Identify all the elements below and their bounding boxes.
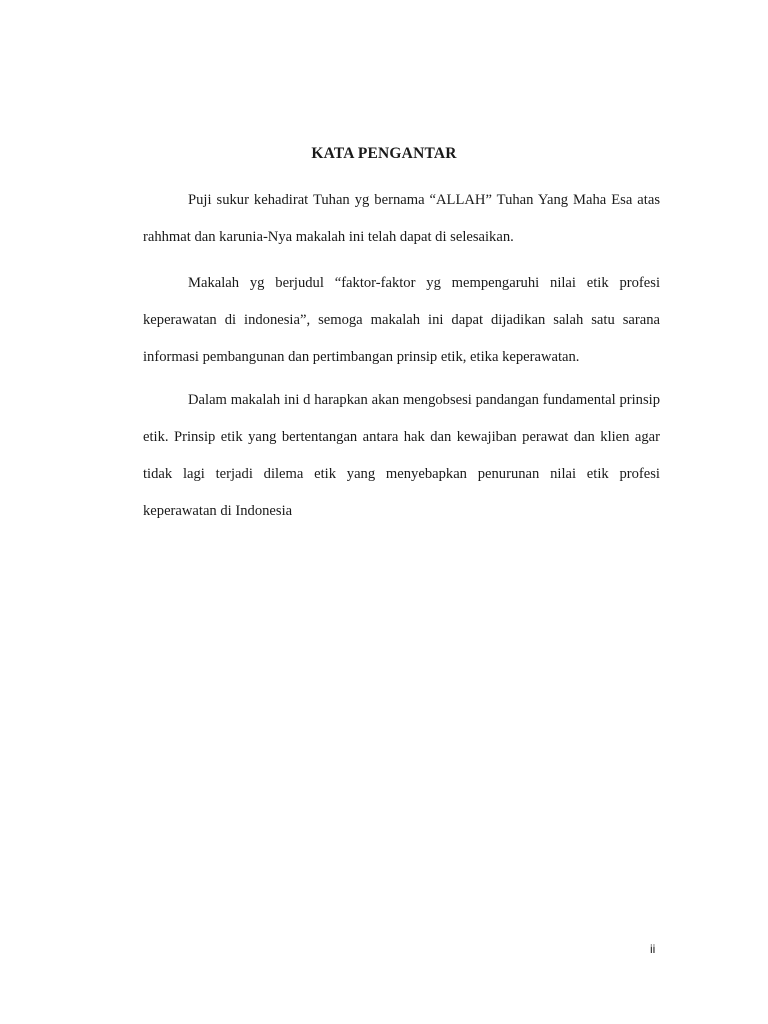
paragraph-1-text: Puji sukur kehadirat Tuhan yg bernama “ALLAH” Tuhan Yang Maha Esa atas rahhmat dan karunia-Nya makalah ini telah dapat di selesaikan. [143,192,660,245]
paragraph-1 [143,182,660,256]
paragraph-3 [143,382,660,530]
paragraph-2-text: Makalah yg berjudul “faktor-faktor yg mempengaruhi nilai etik profesi keperawatan di indonesia”, semoga makalah ini dapat dijadikan salah satu sarana informasi pembangunan dan pertimbangan prinsip etik, etika keperawatan. [143,275,660,365]
page-number: ii [650,942,656,956]
paragraph-3-text: Dalam makalah ini d harapkan akan mengobsesi pandangan fundamental prinsip etik. Prinsip etik yang bertentangan antara hak dan kewajiban perawat dan klien agar tidak lagi terjadi dilema etik yang menyebapkan penurunan nilai etik profesi keperawatan di Indonesia [143,392,660,519]
page-title: KATA PENGANTAR [311,145,457,162]
paragraph-2 [143,265,660,376]
